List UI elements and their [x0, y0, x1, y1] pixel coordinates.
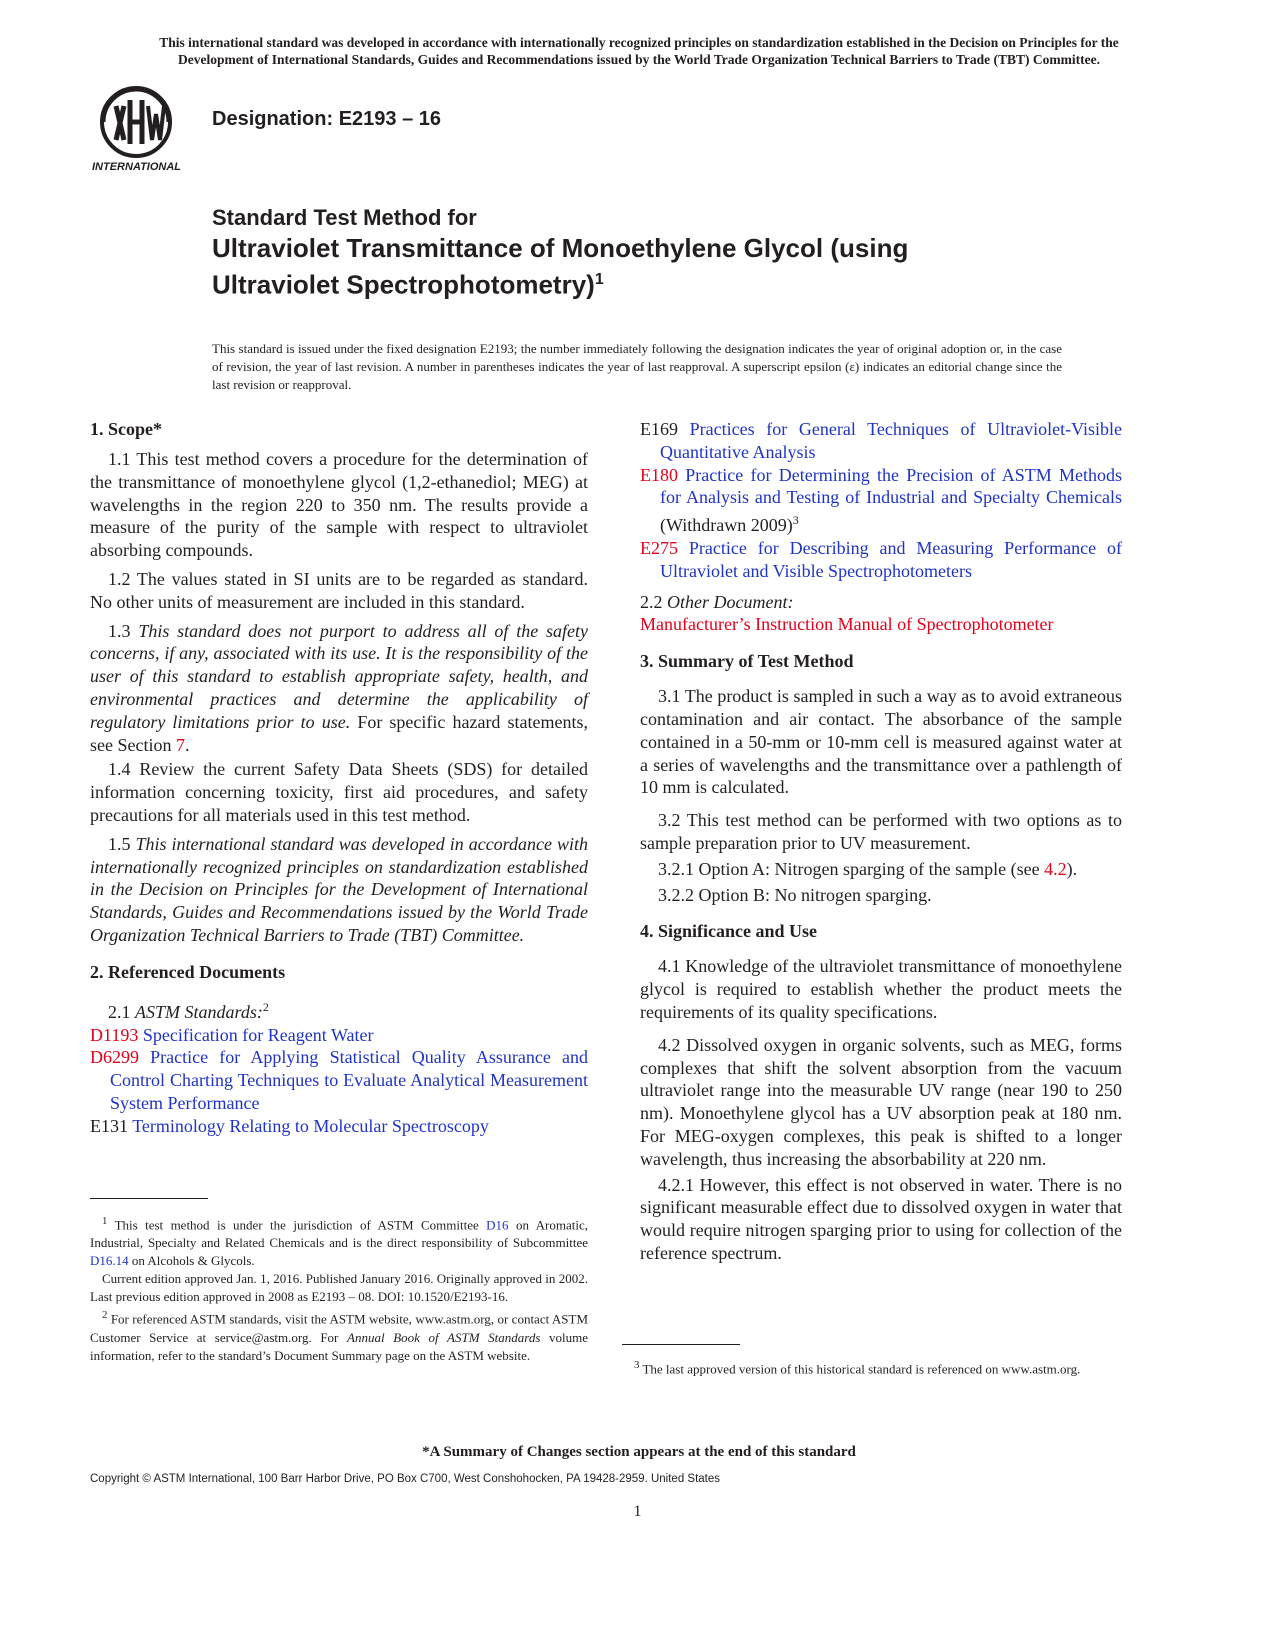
ref-title-e169[interactable]: Practices for General Techniques of Ultraviolet-Visible Quantitative Analysis [660, 419, 1123, 462]
designation [212, 108, 441, 131]
footnote-2-a: For referenced ASTM standards, visit the ASTM website, www.astm.org, or contact ASTM Customer Service at service@astm.org. For [90, 1311, 589, 1345]
astm-logo [90, 84, 200, 176]
astm-logo-icon [90, 84, 200, 176]
ref-title-d1193[interactable]: Specification for Reagent Water [142, 1024, 374, 1045]
left-column [90, 418, 588, 1138]
paragraph-1-3-italic: This standard does not purport to address all of the safety concerns, if any, associated with its use. It is the responsibility of the user of this standard to establish appropriate safety, health, and environmental practices and determine the applicability of regulatory limitations prior to use. [90, 620, 589, 732]
paragraph-2-1-num: 2.1 [108, 1001, 131, 1022]
footnote-1-a: This test method is under the jurisdiction of ASTM Committee [114, 1217, 479, 1233]
summary-of-changes-note: *A Summary of Changes section appears at the end of this standard [422, 1444, 856, 1460]
paragraph-1-2: 1.2 The values stated in SI units are to be regarded as standard. No other units of measurement are included in this standard. [90, 568, 588, 612]
section-4-2-link[interactable]: 4.2 [1044, 858, 1067, 879]
section-heading-significance: 4. Significance and Use [640, 921, 818, 942]
paragraph-4-2-1: 4.2.1 However, this effect is not observed in water. There is no significant measurable effect due to dissolved oxygen in water that would require nitrogen sparging prior to using for collection of the reference spectrum. [640, 1174, 1122, 1263]
ref-title-e131[interactable]: Terminology Relating to Molecular Spectroscopy [132, 1115, 489, 1136]
footnote-2-b: volume information, refer to the standard’s Document Summary page on the ASTM website. [90, 1329, 589, 1363]
ref-code-d6299[interactable]: D6299 [90, 1047, 139, 1068]
paragraph-3-2: 3.2 This test method can be performed with two options as to sample preparation prior to UV measurement. [640, 810, 1122, 853]
footnote-2-italic: Annual Book of ASTM Standards [347, 1329, 541, 1345]
title-line-1: Standard Test Method for [212, 205, 477, 230]
paragraph-1-5 [90, 833, 588, 947]
reference-e275[interactable] [640, 537, 1122, 583]
reference-d1193[interactable] [90, 1024, 588, 1047]
standard-notice [90, 34, 1188, 68]
title-line-3 [212, 264, 1212, 301]
paragraph-4-1: 4.1 Knowledge of the ultraviolet transmittance of monoethylene glycol is required to establish whether the product meets the requirements of its quality specifications. [640, 956, 1122, 1022]
ref-code-e275[interactable]: E275 [640, 537, 678, 558]
paragraph-1-3-num: 1.3 [108, 620, 131, 641]
reference-e180[interactable] [640, 464, 1122, 537]
ref-code-e131: E131 [90, 1115, 128, 1136]
paragraph-3-2-1-text: 3.2.1 Option A: Nitrogen sparging of the sample (see [658, 858, 1040, 879]
reference-e169[interactable] [640, 418, 1122, 464]
right-column [640, 418, 1122, 1265]
section-heading-referenced-documents: 2. Referenced Documents [90, 961, 286, 982]
footnote-1-b: on Aromatic, Industrial, Specialty and Related Chemicals and is the direct responsibility of Subcommittee [90, 1217, 588, 1251]
ref-code-d1193[interactable]: D1193 [90, 1024, 139, 1045]
footnote-3-num: 3 [634, 1359, 640, 1371]
designation-label: Designation: [212, 108, 334, 130]
paragraph-1-5-italic: This international standard was developed in accordance with internationally recognized principles on standardization established in the Decision on Principles for the Development of International Standards, Guides and Recommendations issued by the World Trade Organization Technical Barriers to Trade (TBT) Committee. [90, 833, 588, 945]
notice-line-2: Development of International Standards, Guides and Recommendations issued by the World Trade Organization Technical Barriers to Trade (TBT) Committee. [177, 52, 1100, 67]
reference-d6299[interactable] [90, 1046, 588, 1114]
copyright: Copyright © ASTM International, 100 Barr Harbor Drive, PO Box C700, West Conshohocken, PA 19428-2959. United States [90, 1473, 721, 1485]
paragraph-1-3: 1.3 This standard does not purport to address all of the safety concerns, if any, associated with its use. It is the responsibility of the user of this standard to establish appropriate safety, health, and environmental practices and determine the applicability of regulatory limitations prior to use. For specific hazard statements, see Section 7. [90, 620, 589, 755]
paragraph-1-3-tail: For specific hazard statements, see Section [90, 711, 589, 755]
paragraph-2-1 [90, 996, 588, 1024]
paragraph-4-2: 4.2 Dissolved oxygen in organic solvents, such as MEG, forms complexes that shift the solvent absorption from the vacuum ultraviolet range into the measurable UV range (near 190 to 250 nm). Monoethylene glycol has a UV absorption peak at 180 nm. For MEG-oxygen complexes, this peak is shifted to a longer wavelength, thus increasing the absorbability at 220 nm. [640, 1034, 1122, 1169]
page-number: 1 [633, 1503, 642, 1520]
paragraph-3-2-2: 3.2.2 Option B: No nitrogen sparging. [658, 884, 932, 905]
footnote-1 [90, 1212, 588, 1270]
title-footnote-mark[interactable]: 1 [594, 271, 604, 288]
ref-title-e180[interactable]: Practice for Determining the Precision of ASTM Methods for Analysis and Testing of Industrial and Specialty Chemicals [660, 464, 1123, 508]
footnote-1-edition: Current edition approved Jan. 1, 2016. Published January 2016. Originally approved in 2002. Last previous edition approved in 2008 as E2193 – 08. DOI: 10.1520/E2193-16. [90, 1271, 588, 1305]
ref-code-e169: E169 [640, 419, 678, 439]
ref-note-e180: (Withdrawn 2009) [660, 515, 793, 536]
footnotes-left [90, 1212, 588, 1365]
section-heading-summary: 3. Summary of Test Method [640, 651, 854, 672]
footnote-2-num: 2 [102, 1309, 108, 1322]
issued-note: This standard is issued under the fixed designation E2193; the number immediately following the designation indicates the year of original adoption or, in the case of revision, the year of last revision. A number in parentheses indicates the year of last reapproval. A superscript epsilon (ε) indicates an editorial change since the last revision or reapproval. [212, 341, 1062, 392]
paragraph-1-5-num: 1.5 [108, 833, 131, 854]
section-heading-scope: 1. Scope* [90, 419, 162, 439]
footnote-3-text: The last approved version of this historical standard is referenced on www.astm.org. [642, 1361, 1081, 1377]
footnotes-right [622, 1356, 1122, 1378]
footnote-1-c: on Alcohols & Glycols. [131, 1253, 255, 1269]
paragraph-1-1: 1.1 This test method covers a procedure for the determination of the transmittance of monoethylene glycol (1,2-ethanediol; MEG) at wavelengths in the region 220 to 350 nm. The results provide a measure of the purity of the sample with respect to ultraviolet absorbing compounds. [90, 449, 588, 561]
ref-title-e275[interactable]: Practice for Describing and Measuring Performance of Ultraviolet and Visible Spectrophotometers [660, 537, 1123, 581]
title-line-2: Ultraviolet Transmittance of Monoethylene Glycol (using [212, 233, 909, 263]
paragraph-2-2 [640, 591, 1122, 614]
paragraph-2-2-num: 2.2 [640, 591, 663, 612]
ref-title-d6299[interactable]: Practice for Applying Statistical Quality Assurance and Control Charting Techniques to Evaluate Analytical Measurement System Performance [110, 1047, 588, 1113]
footnote-divider-left [90, 1198, 208, 1199]
committee-d16-link[interactable]: D16 [486, 1217, 509, 1233]
notice-line-1: This international standard was developed in accordance with internationally recognized principles on standardization established in the Decision on Principles for the [159, 35, 1119, 50]
footnote-3-mark[interactable]: 3 [792, 513, 799, 528]
paragraph-3-1: 3.1 The product is sampled in such a way as to avoid extraneous contamination and air contact. The absorbance of the sample contained in a 50-mm or 10-mm cell is measured against water at a series of wavelengths and the transmittance over a pathlength of 10 mm is calculated. [640, 686, 1122, 798]
paragraph-3-2-1-tail: ). [1066, 858, 1078, 879]
footnote-2-mark[interactable]: 2 [262, 999, 269, 1014]
footnote-1-mark: 1 [102, 1215, 108, 1227]
designation-value: E2193 – 16 [338, 108, 442, 130]
other-document-label: Other Document: [667, 591, 794, 612]
paragraph-1-4: 1.4 Review the current Safety Data Sheets (SDS) for detailed information concerning toxicity, first aid procedures, and safety precautions for all materials used in this test method. [90, 759, 588, 825]
subcommittee-d16-14-link[interactable]: D16.14 [90, 1253, 129, 1269]
paragraph-3-2-1 [640, 858, 1122, 881]
title-line-3-text: Ultraviolet Spectrophotometry) [212, 269, 595, 300]
section-7-link[interactable]: 7 [175, 734, 185, 755]
ref-code-e180[interactable]: E180 [640, 464, 678, 485]
document-title [212, 204, 1212, 301]
reference-e131[interactable] [90, 1115, 588, 1138]
other-document-link[interactable]: Manufacturer’s Instruction Manual of Spectrophotometer [640, 614, 1054, 635]
logo-text: INTERNATIONAL [92, 161, 182, 173]
footnote-3 [622, 1356, 1122, 1378]
astm-standards-label: ASTM Standards: [135, 1001, 263, 1022]
footnote-2 [90, 1306, 588, 1364]
footnote-divider-right [622, 1344, 740, 1345]
